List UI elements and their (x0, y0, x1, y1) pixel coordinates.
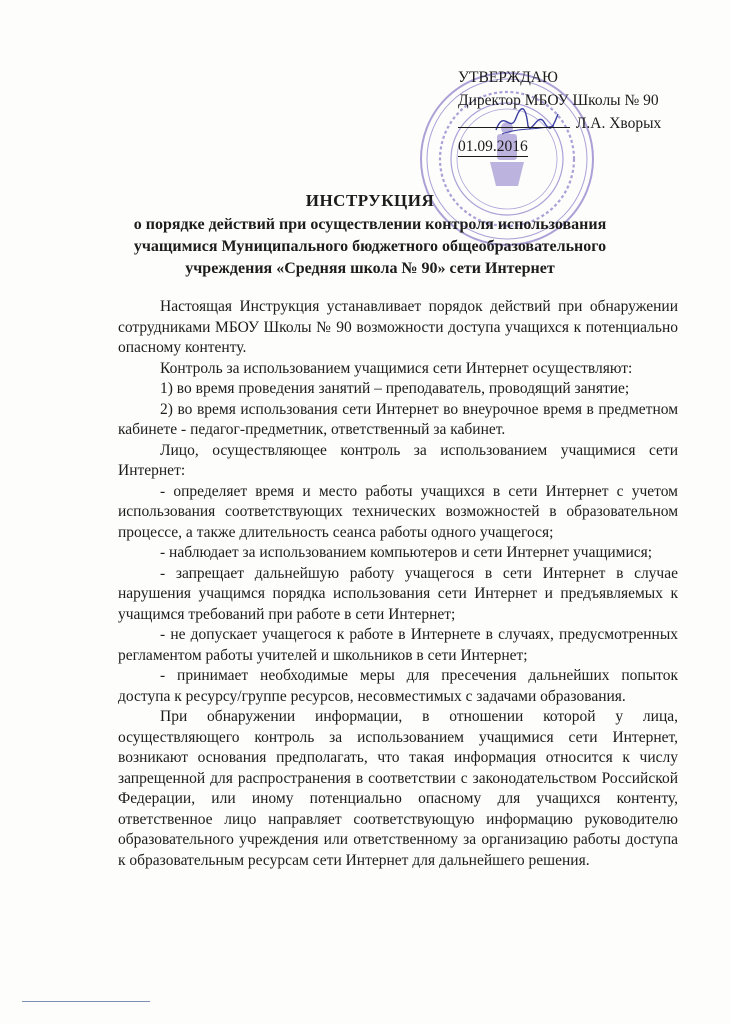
paragraph-duty-1: - определяет время и место работы учащихся в сети Интернет с учетом использования соответствующих технических возможностей в образовательном процессе, а также длительность сеанса работы одного учащегося; (118, 482, 678, 541)
signature-line (458, 113, 570, 128)
approval-heading: УТВЕРЖДАЮ (458, 69, 558, 86)
paragraph-duty-4: - не допускает учащегося к работе в Интернете в случаях, предусмотренных регламентом работы учителей и школьников в сети Интернет; (118, 626, 678, 664)
paragraph-responsible: Лицо, осуществляющее контроль за использованием учащимися сети Интернет: (118, 441, 678, 479)
title-line-1: о порядке действий при осуществлении контроля использования (133, 216, 607, 233)
paragraph-control: Контроль за использованием учащимися сети Интернет осуществляют: (160, 359, 633, 377)
paragraph-item-2: 2) во время использования сети Интернет во внеурочное время в предметном кабинете - педагог-предметник, ответственный за кабинет. (118, 400, 678, 438)
paragraph-item-1: 1) во время проведения занятий – преподаватель, проводящий занятие; (160, 380, 630, 397)
paragraph-duty-2: - наблюдает за использованием компьютеров и сети Интернет учащимися; (160, 544, 653, 561)
bottom-divider (22, 1001, 150, 1002)
document-body (118, 297, 678, 871)
approval-position: Директор МБОУ Школы № 90 (458, 92, 659, 109)
approval-date: 01.09.2016 (458, 138, 528, 155)
paragraph-intro: Настоящая Инструкция устанавливает порядок действий при обнаружении сотрудниками МБОУ Школы № 90 возможности доступа учащихся к потенциально опасному контенту. (118, 298, 678, 356)
approval-signature-row (458, 112, 708, 135)
title-line-3: учреждения «Средняя школа № 90» сети Интернет (185, 260, 555, 277)
title-line-2: учащимися Муниципального бюджетного общеобразовательного (133, 238, 607, 255)
paragraph-detection: При обнаружении информации, в отношении которой у лица, осуществляющего контроль за использованием учащимися сети Интернет, возникают основания предполагать, что такая информация относится к числу запрещенной для распространения в соответствии с законодательством Российской Федерации, или иному потенциально опасному для учащихся контенту, ответственное лицо направляет соответствующую информацию руководителю образовательного учреждения или ответственному за организацию работы доступа к образовательным ресурсам сети Интернет для дальнейшего решения. (118, 708, 678, 869)
document-title (80, 190, 660, 280)
paragraph-duty-3: - запрещает дальнейшую работу учащегося в сети Интернет в случае нарушения учащимся порядка использования сети Интернет и предъявляемых к учащимся требований при работе в сети Интернет; (118, 564, 678, 623)
approval-signer: Л.А. Хворых (575, 115, 662, 132)
approval-date-row (458, 135, 708, 158)
approval-block (458, 66, 708, 158)
paragraph-duty-5: - принимает необходимые меры для пресечения дальнейших попыток доступа к ресурсу/группе ресурсов, несовместимых с задачами образования. (118, 667, 678, 705)
title-main: ИНСТРУКЦИЯ (305, 191, 435, 210)
